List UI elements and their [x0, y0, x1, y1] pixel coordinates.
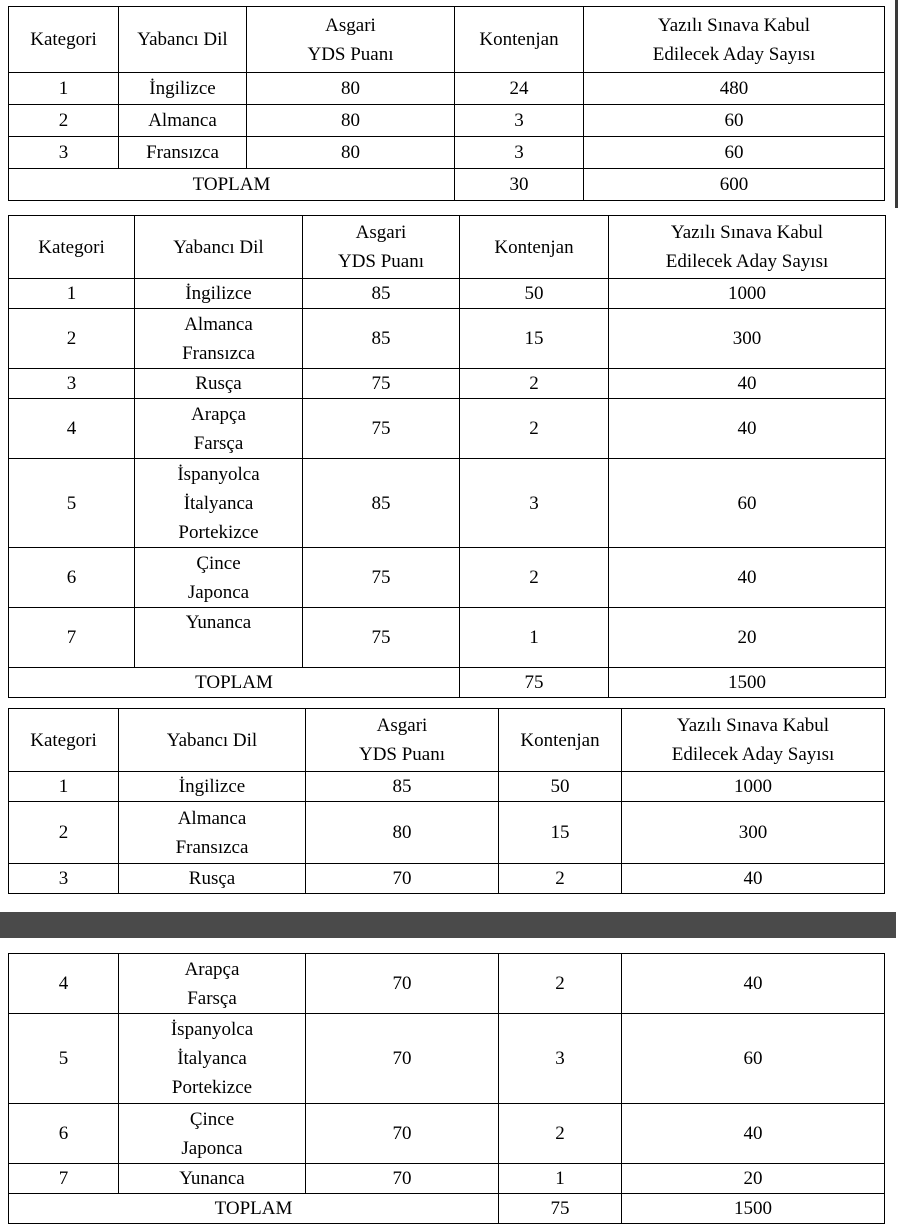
cell-kategori: 3 — [9, 137, 119, 169]
cell-kategori: 5 — [9, 459, 135, 548]
header-aday-sayisi: Yazılı Sınava Kabul Edilecek Aday Sayısı — [622, 709, 885, 772]
cell-kontenjan: 2 — [460, 369, 609, 399]
cell-kategori: 1 — [9, 772, 119, 802]
cell-kategori: 1 — [9, 73, 119, 105]
cell-kategori: 4 — [9, 399, 135, 459]
total-label: TOPLAM — [9, 1194, 499, 1224]
page-edge-divider — [895, 0, 898, 208]
cell-kategori: 5 — [9, 1014, 119, 1104]
cell-aday: 40 — [609, 548, 886, 608]
cell-kategori: 2 — [9, 105, 119, 137]
cell-kontenjan: 2 — [499, 864, 622, 894]
cell-puan: 75 — [303, 548, 460, 608]
header-kontenjan: Kontenjan — [455, 7, 584, 73]
cell-puan: 70 — [306, 1014, 499, 1104]
header-row — [9, 709, 885, 772]
cell-kontenjan: 2 — [499, 1104, 622, 1164]
cell-kategori: 7 — [9, 608, 135, 668]
total-row — [9, 668, 886, 698]
total-aday: 1500 — [622, 1194, 885, 1224]
table-row — [9, 548, 886, 608]
header-yabanci-dil: Yabancı Dil — [119, 709, 306, 772]
cell-aday: 1000 — [609, 279, 886, 309]
header-row — [9, 7, 885, 73]
cell-kategori: 3 — [9, 864, 119, 894]
total-row — [9, 1194, 885, 1224]
cell-dil: Fransızca — [119, 137, 247, 169]
cell-dil: Almanca Fransızca — [135, 309, 303, 369]
cell-dil: Arapça Farsça — [119, 954, 306, 1014]
cell-puan: 80 — [247, 105, 455, 137]
cell-puan: 85 — [303, 279, 460, 309]
cell-kontenjan: 3 — [455, 137, 584, 169]
cell-aday: 60 — [609, 459, 886, 548]
cell-puan: 70 — [306, 1104, 499, 1164]
header-kategori: Kategori — [9, 216, 135, 279]
table-row — [9, 864, 885, 894]
cell-aday: 300 — [622, 802, 885, 864]
cell-dil: Yunanca — [135, 608, 303, 668]
cell-kategori: 2 — [9, 309, 135, 369]
header-kontenjan: Kontenjan — [460, 216, 609, 279]
header-aday-sayisi: Yazılı Sınava Kabul Edilecek Aday Sayısı — [584, 7, 885, 73]
cell-kontenjan: 24 — [455, 73, 584, 105]
table-row — [9, 279, 886, 309]
quota-table-1 — [8, 6, 885, 201]
cell-puan: 80 — [247, 137, 455, 169]
header-row — [9, 216, 886, 279]
cell-kontenjan: 15 — [460, 309, 609, 369]
table-row — [9, 105, 885, 137]
cell-aday: 40 — [609, 399, 886, 459]
header-yabanci-dil: Yabancı Dil — [135, 216, 303, 279]
cell-puan: 80 — [306, 802, 499, 864]
cell-dil: Arapça Farsça — [135, 399, 303, 459]
cell-kontenjan: 2 — [460, 399, 609, 459]
header-yabanci-dil: Yabancı Dil — [119, 7, 247, 73]
header-kategori: Kategori — [9, 7, 119, 73]
table-row — [9, 137, 885, 169]
cell-kontenjan: 2 — [460, 548, 609, 608]
table-row — [9, 608, 886, 668]
cell-kategori: 3 — [9, 369, 135, 399]
cell-kontenjan: 3 — [455, 105, 584, 137]
cell-puan: 75 — [303, 399, 460, 459]
table-row — [9, 954, 885, 1014]
cell-dil: İspanyolca İtalyanca Portekizce — [119, 1014, 306, 1104]
table-row — [9, 73, 885, 105]
cell-kontenjan: 1 — [460, 608, 609, 668]
cell-dil: İngilizce — [119, 772, 306, 802]
table-row — [9, 369, 886, 399]
table-row — [9, 459, 886, 548]
quota-table-3-continued — [8, 953, 885, 1224]
cell-kategori: 4 — [9, 954, 119, 1014]
cell-aday: 60 — [584, 105, 885, 137]
header-kontenjan: Kontenjan — [499, 709, 622, 772]
cell-kategori: 6 — [9, 548, 135, 608]
total-label: TOPLAM — [9, 169, 455, 201]
cell-aday: 20 — [622, 1164, 885, 1194]
cell-aday: 40 — [609, 369, 886, 399]
cell-aday: 300 — [609, 309, 886, 369]
table-row — [9, 802, 885, 864]
cell-kontenjan: 15 — [499, 802, 622, 864]
cell-dil: İngilizce — [119, 73, 247, 105]
header-asgari-yds-puani: Asgari YDS Puanı — [247, 7, 455, 73]
cell-dil: Rusça — [135, 369, 303, 399]
cell-dil: Çince Japonca — [119, 1104, 306, 1164]
cell-puan: 75 — [303, 608, 460, 668]
cell-dil: Rusça — [119, 864, 306, 894]
cell-puan: 85 — [303, 309, 460, 369]
cell-puan: 70 — [306, 1164, 499, 1194]
cell-dil: Almanca Fransızca — [119, 802, 306, 864]
cell-aday: 60 — [584, 137, 885, 169]
table-row — [9, 772, 885, 802]
quota-table-2 — [8, 215, 886, 698]
cell-kategori: 6 — [9, 1104, 119, 1164]
table-row — [9, 1164, 885, 1194]
table-row — [9, 399, 886, 459]
total-kontenjan: 75 — [499, 1194, 622, 1224]
cell-puan: 75 — [303, 369, 460, 399]
cell-aday: 60 — [622, 1014, 885, 1104]
cell-dil: İngilizce — [135, 279, 303, 309]
cell-aday: 480 — [584, 73, 885, 105]
cell-aday: 40 — [622, 864, 885, 894]
cell-puan: 85 — [303, 459, 460, 548]
total-aday: 600 — [584, 169, 885, 201]
cell-kontenjan: 50 — [460, 279, 609, 309]
cell-puan: 70 — [306, 954, 499, 1014]
cell-kategori: 1 — [9, 279, 135, 309]
table-row — [9, 1014, 885, 1104]
total-kontenjan: 75 — [460, 668, 609, 698]
cell-puan: 80 — [247, 73, 455, 105]
quota-table-3 — [8, 708, 885, 894]
header-kategori: Kategori — [9, 709, 119, 772]
cell-kategori: 2 — [9, 802, 119, 864]
cell-puan: 70 — [306, 864, 499, 894]
cell-dil: Yunanca — [119, 1164, 306, 1194]
cell-kategori: 7 — [9, 1164, 119, 1194]
cell-dil: Almanca — [119, 105, 247, 137]
cell-dil: İspanyolca İtalyanca Portekizce — [135, 459, 303, 548]
total-kontenjan: 30 — [455, 169, 584, 201]
cell-kontenjan: 3 — [499, 1014, 622, 1104]
cell-kontenjan: 3 — [460, 459, 609, 548]
cell-kontenjan: 1 — [499, 1164, 622, 1194]
header-asgari-yds-puani: Asgari YDS Puanı — [303, 216, 460, 279]
page-break-band — [0, 912, 896, 938]
cell-kontenjan: 50 — [499, 772, 622, 802]
cell-aday: 1000 — [622, 772, 885, 802]
cell-dil: Çince Japonca — [135, 548, 303, 608]
cell-kontenjan: 2 — [499, 954, 622, 1014]
table-row — [9, 1104, 885, 1164]
cell-aday: 40 — [622, 954, 885, 1014]
total-aday: 1500 — [609, 668, 886, 698]
total-row — [9, 169, 885, 201]
cell-aday: 40 — [622, 1104, 885, 1164]
total-label: TOPLAM — [9, 668, 460, 698]
header-aday-sayisi: Yazılı Sınava Kabul Edilecek Aday Sayısı — [609, 216, 886, 279]
cell-aday: 20 — [609, 608, 886, 668]
table-row — [9, 309, 886, 369]
cell-puan: 85 — [306, 772, 499, 802]
header-asgari-yds-puani: Asgari YDS Puanı — [306, 709, 499, 772]
